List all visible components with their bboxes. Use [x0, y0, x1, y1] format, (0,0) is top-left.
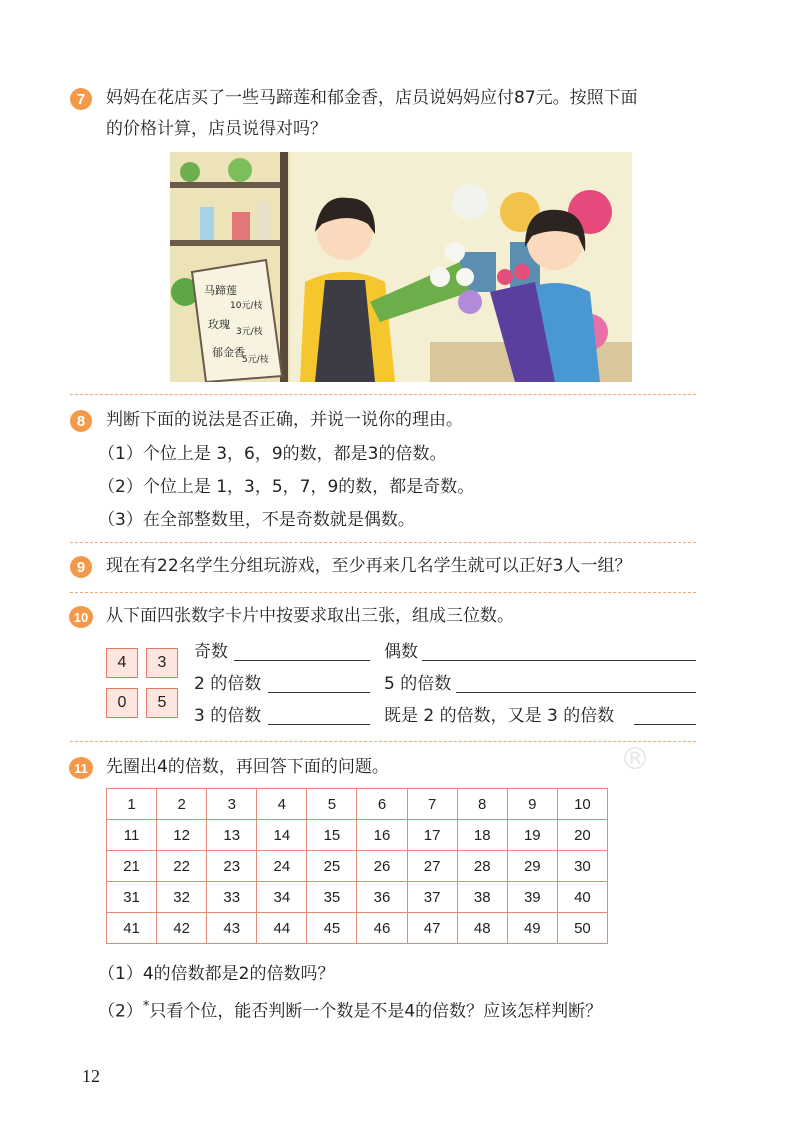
- grid-cell[interactable]: 50: [557, 913, 607, 944]
- sub-2-prefix: （2）: [98, 1001, 143, 1022]
- question-8-item-1: （1）个位上是 3，6，9的数，都是3的倍数。: [98, 444, 447, 464]
- number-card: 0: [106, 688, 138, 718]
- question-10-title: 从下面四张数字卡片中按要求取出三张，组成三位数。: [106, 606, 514, 626]
- grid-cell[interactable]: 48: [457, 913, 507, 944]
- grid-cell[interactable]: 22: [157, 851, 207, 882]
- label-odd: 奇数: [194, 642, 228, 662]
- grid-row: [107, 913, 608, 944]
- divider-3: [70, 592, 696, 593]
- grid-cell[interactable]: 8: [457, 789, 507, 820]
- grid-cell[interactable]: 1: [107, 789, 157, 820]
- label-even: 偶数: [384, 642, 418, 662]
- challenge-star: *: [142, 999, 150, 1014]
- svg-text:马蹄莲: 马蹄莲: [204, 284, 237, 297]
- grid-cell[interactable]: 43: [207, 913, 257, 944]
- grid-cell[interactable]: 17: [407, 820, 457, 851]
- question-8-title: 判断下面的说法是否正确，并说一说你的理由。: [106, 410, 463, 430]
- divider-1: [70, 394, 696, 395]
- grid-cell[interactable]: 31: [107, 882, 157, 913]
- grid-cell[interactable]: 34: [257, 882, 307, 913]
- question-number-9: 9: [70, 556, 92, 578]
- grid-cell[interactable]: 26: [357, 851, 407, 882]
- svg-text:3元/枝: 3元/枝: [236, 327, 263, 337]
- grid-cell[interactable]: 6: [357, 789, 407, 820]
- question-11-sub-2: [98, 993, 602, 1026]
- grid-cell[interactable]: 21: [107, 851, 157, 882]
- grid-cell[interactable]: 32: [157, 882, 207, 913]
- divider-2: [70, 542, 696, 543]
- svg-text:郁金香: 郁金香: [212, 346, 245, 359]
- grid-row: [107, 882, 608, 913]
- question-11-sub-1: （1）4的倍数都是2的倍数吗？: [98, 964, 335, 984]
- label-multiple-of-2: 2 的倍数: [194, 674, 262, 694]
- grid-cell[interactable]: 15: [307, 820, 357, 851]
- question-number-7: 7: [70, 88, 92, 110]
- grid-cell[interactable]: 20: [557, 820, 607, 851]
- grid-cell[interactable]: 24: [257, 851, 307, 882]
- grid-cell[interactable]: 35: [307, 882, 357, 913]
- grid-row: [107, 789, 608, 820]
- grid-cell[interactable]: 13: [207, 820, 257, 851]
- question-11-title: 先圈出4的倍数，再回答下面的问题。: [106, 757, 389, 777]
- grid-cell[interactable]: 4: [257, 789, 307, 820]
- grid-cell[interactable]: 27: [407, 851, 457, 882]
- watermark-registered-mark: ®: [620, 742, 650, 777]
- label-multiple-of-5: 5 的倍数: [384, 674, 452, 694]
- grid-cell[interactable]: 18: [457, 820, 507, 851]
- grid-cell[interactable]: 49: [507, 913, 557, 944]
- number-grid: [106, 788, 608, 944]
- grid-cell[interactable]: 42: [157, 913, 207, 944]
- svg-text:10元/枝: 10元/枝: [230, 301, 263, 311]
- grid-cell[interactable]: 5: [307, 789, 357, 820]
- grid-cell[interactable]: 47: [407, 913, 457, 944]
- svg-text:玫瑰: 玫瑰: [208, 318, 230, 331]
- grid-cell[interactable]: 9: [507, 789, 557, 820]
- question-number-8: 8: [70, 410, 92, 432]
- grid-cell[interactable]: 28: [457, 851, 507, 882]
- grid-cell[interactable]: 30: [557, 851, 607, 882]
- grid-cell[interactable]: 45: [307, 913, 357, 944]
- grid-cell[interactable]: 29: [507, 851, 557, 882]
- question-number-10: 10: [69, 606, 93, 628]
- grid-cell[interactable]: 38: [457, 882, 507, 913]
- label-multiple-of-2-and-3: 既是 2 的倍数，又是 3 的倍数: [384, 706, 615, 726]
- label-multiple-of-3: 3 的倍数: [194, 706, 262, 726]
- svg-text:5元/枝: 5元/枝: [242, 355, 269, 365]
- grid-cell[interactable]: 44: [257, 913, 307, 944]
- grid-cell[interactable]: 10: [557, 789, 607, 820]
- page-number: 12: [82, 1066, 100, 1086]
- answer-blank-even[interactable]: [422, 642, 696, 661]
- answer-blank-multiple-of-2-and-3[interactable]: [634, 706, 696, 725]
- grid-cell[interactable]: 25: [307, 851, 357, 882]
- grid-cell[interactable]: 12: [157, 820, 207, 851]
- grid-cell[interactable]: 3: [207, 789, 257, 820]
- question-9-text: 现在有22名学生分组玩游戏，至少再来几名学生就可以正好3人一组？: [106, 556, 632, 576]
- grid-cell[interactable]: 16: [357, 820, 407, 851]
- grid-cell[interactable]: 36: [357, 882, 407, 913]
- question-8-item-2: （2）个位上是 1，3，5，7，9的数，都是奇数。: [98, 477, 475, 497]
- grid-row: [107, 851, 608, 882]
- answer-blank-multiple-of-3[interactable]: [268, 706, 370, 725]
- grid-row: [107, 820, 608, 851]
- answer-blank-odd[interactable]: [234, 642, 370, 661]
- question-8-item-3: （3）在全部整数里，不是奇数就是偶数。: [98, 510, 415, 530]
- grid-cell[interactable]: 23: [207, 851, 257, 882]
- flower-shop-illustration: [170, 152, 632, 382]
- grid-cell[interactable]: 40: [557, 882, 607, 913]
- question-7-line-2: 的价格计算，店员说得对吗？: [106, 119, 327, 139]
- grid-cell[interactable]: 37: [407, 882, 457, 913]
- divider-4: [70, 741, 696, 742]
- answer-blank-multiple-of-5[interactable]: [456, 674, 696, 693]
- price-sign: [192, 260, 282, 382]
- number-card: 3: [146, 648, 178, 678]
- question-number-11: 11: [69, 757, 93, 779]
- grid-cell[interactable]: 11: [107, 820, 157, 851]
- grid-cell[interactable]: 39: [507, 882, 557, 913]
- grid-cell[interactable]: 19: [507, 820, 557, 851]
- grid-cell[interactable]: 2: [157, 789, 207, 820]
- sub-2-text: 只看个位，能否判断一个数是不是4的倍数？应该怎样判断？: [149, 1001, 603, 1022]
- grid-cell[interactable]: 14: [257, 820, 307, 851]
- question-7-line-1: 妈妈在花店买了一些马蹄莲和郁金香，店员说妈妈应付87元。按照下面: [106, 88, 638, 108]
- number-card: 4: [106, 648, 138, 678]
- grid-cell[interactable]: 33: [207, 882, 257, 913]
- grid-cell[interactable]: 46: [357, 913, 407, 944]
- number-card: 5: [146, 688, 178, 718]
- grid-cell[interactable]: 7: [407, 789, 457, 820]
- grid-cell[interactable]: 41: [107, 913, 157, 944]
- answer-blank-multiple-of-2[interactable]: [268, 674, 370, 693]
